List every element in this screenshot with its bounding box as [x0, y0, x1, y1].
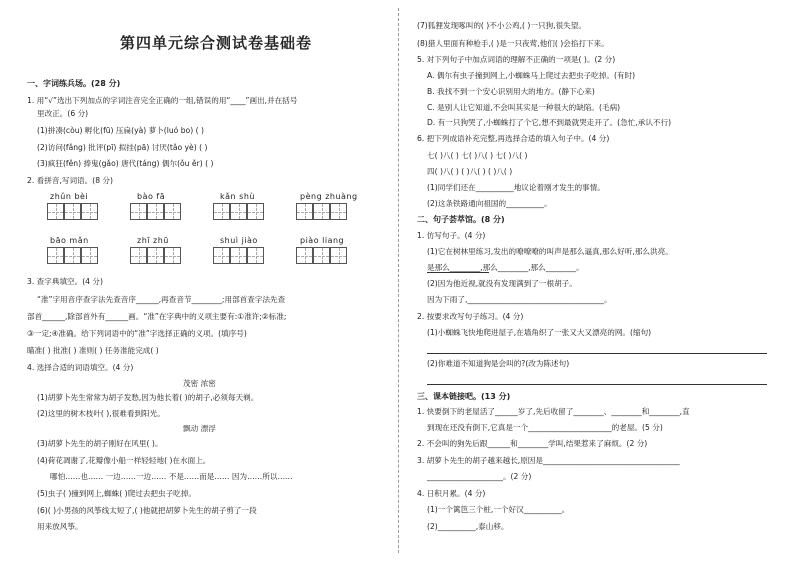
writing-grid[interactable] [247, 247, 264, 264]
q7-line-3: (2)因为他近视,就没有发现满到了一根胡子。 [427, 279, 577, 288]
section-3-heading: 三、课本链接吧。(13 分) [417, 392, 511, 401]
writing-grid[interactable] [81, 247, 98, 264]
question-10-text: 2. 不会叫的狗先后跟______和________学叫,结果惹来了麻烦。(2 分) [417, 439, 648, 448]
writing-grid[interactable] [213, 247, 230, 264]
q4-line-1: (1)胡萝卜先生常常为胡子发愁,因为他长着( )的胡子,必须每天剃。 [37, 393, 259, 402]
q5-option-c: C. 是别人让它知道,不会叫其实是一种很大的缺陷。(毛病) [427, 103, 621, 112]
q4-line-5: (5)虫子( )撞到网上,蜘蛛( )爬过去把虫子吃掉。 [37, 489, 196, 498]
q8-line-1: (1)小蜘蛛飞快地爬进屋子,在墙角织了一张又大又漂亮的网。(缩句) [427, 328, 652, 337]
pinyin-6: zhī zhū [137, 236, 169, 245]
q5-option-b: B. 我找不到一个安心识别用大的地方。(静下心来) [427, 87, 595, 96]
writing-grid[interactable] [296, 247, 313, 264]
q6-row-1: 七( )八( ) 七( )八( ) 七( )八( ) [427, 151, 528, 160]
q4-conjunctions: 哪怕……也…… 一边……一边…… 不是……而是…… 因为……所以…… [50, 472, 293, 481]
answer-line[interactable] [427, 353, 767, 354]
q3-line-4: 瞄准( ) 批准( ) 准则( ) 任务准能完成( ) [27, 346, 159, 355]
pinyin-8: piào liang [300, 236, 345, 245]
q12-line-2: (2)__________,泰山移。 [427, 522, 509, 531]
writing-grid[interactable] [296, 203, 313, 220]
pinyin-1: zhǔn bèi [50, 192, 89, 201]
writing-grid[interactable] [64, 247, 81, 264]
writing-grid[interactable] [230, 203, 247, 220]
question-11-text: 3. 胡萝卜先生的胡子越来越长,原因是____________________________________ [417, 456, 680, 465]
pinyin-4: pèng zhuàng [300, 192, 358, 201]
word-pair-2: 飘动 漂浮 [183, 424, 216, 433]
question-5-text: 5. 对下列句子中加点词语的理解不正确的一项是( )。(2 分) [417, 55, 616, 64]
pinyin-5: bāo mǎn [50, 236, 89, 245]
q6-row-2: 四( )八( ) ( )八( ) ( )八( ) [427, 167, 513, 176]
question-9-text: 1. 快要倒下的老屋活了______岁了,先后收留了________、________和________,直 [417, 407, 690, 416]
answer-line[interactable] [427, 272, 489, 273]
writing-grid[interactable] [130, 203, 147, 220]
q7-line-1: (1)它在树林里练习,发出的嘹嘹嘹的叫声是那么逼真,那么好听,那么洪亮。 [427, 247, 673, 256]
r-top-line-1: (7)狐狸发现啄叫的( )不小公鸡,( )一只狗,很失望。 [417, 21, 586, 30]
question-8-text: 2. 按要求改写句子练习。(4 分) [417, 312, 524, 321]
writing-grid[interactable] [330, 203, 347, 220]
q1-row-3: (3)疯狂(fěn) 捧鬼(gǎo) 唐代(táng) 偶尔(ǒu ěr) ( ) [37, 159, 214, 168]
section-1-heading: 一、字词练兵场。(28 分) [27, 79, 121, 88]
q3-line-2: 部首______,除部首外有______画。“准”在字典中的义项主要有:①准许;②标准; [27, 312, 287, 321]
q6-line-2: (2)这条铁路通向祖国的__________。 [427, 199, 552, 208]
question-6-text: 6. 把下列成语补充完整,再选择合适的填入句子中。(4 分) [417, 134, 610, 143]
page-title: 第四单元综合测试卷基础卷 [120, 34, 313, 52]
question-3-text: 3. 查字典填空。(4 分) [27, 277, 103, 286]
answer-line[interactable] [427, 384, 767, 385]
writing-grid[interactable] [147, 247, 164, 264]
writing-grid[interactable] [47, 203, 64, 220]
q1-row-2: (2)访问(fǎng) 批评(pī) 拟挂(pā) 讨厌(tǎo yè) ( ) [37, 143, 208, 152]
q8-line-2: (2)你难道不知道狗是会叫的?(改为陈述句) [427, 359, 570, 368]
question-12-text: 4. 日积月累。(4 分) [417, 489, 486, 498]
writing-grid[interactable] [247, 203, 264, 220]
q5-option-d: D. 有一只狗哭了,小蜘蛛打了个它,想不到最就哭走开了。(急忙,承认不行) [427, 118, 672, 127]
writing-grid[interactable] [164, 203, 181, 220]
writing-grid[interactable] [313, 203, 330, 220]
writing-grid[interactable] [213, 203, 230, 220]
writing-grid[interactable] [47, 247, 64, 264]
pinyin-7: shuì jiào [220, 236, 258, 245]
right-column [397, 0, 794, 561]
q5-option-a: A. 偶尔有虫子撞到网上,小蜘蛛马上爬过去把虫子吃掉。(有时) [427, 71, 636, 80]
q6-line-1: (1)同学们还在__________地议论着刚才发生的事情。 [427, 183, 605, 192]
writing-grid[interactable] [164, 247, 181, 264]
q4-line-2: (2)这里的树木枝叶( ),很难看到阳光。 [37, 409, 165, 418]
writing-grid[interactable] [313, 247, 330, 264]
question-9-text-cont: 到现在还没有倒下,它真是一个______________________的老屋。(5 分) [427, 423, 663, 432]
word-pair-1: 茂密 浓密 [183, 379, 216, 388]
q4-line-4: (4)荷花凋谢了,花瓣像小船一样轻轻地( )在水面上。 [37, 456, 211, 465]
q7-line-2: 是那么________,那么________,那么________。 [427, 263, 584, 272]
q7-line-4: 因为下雨了,____________________________________。 [427, 295, 612, 304]
question-7-text: 1. 仿写句子。(4 分) [417, 231, 486, 240]
pinyin-3: kǎn shù [220, 192, 255, 201]
writing-grid[interactable] [330, 247, 347, 264]
question-1-text: 1. 用“√”选出下列加点的字词注音完全正确的一组,错误的用“____”画出,并在括号 [27, 96, 298, 105]
question-2-text: 2. 看拼音,写词语。(8 分) [27, 176, 113, 185]
writing-grid[interactable] [147, 203, 164, 220]
q3-line-3: ③一定;④准确。给下列词语中的“准”字选择正确的义项。(填序号) [27, 329, 247, 338]
writing-grid[interactable] [130, 247, 147, 264]
q4-line-7: 用来放风筝。 [37, 522, 83, 531]
q4-line-6: (6)( )小男孩的风筝线太短了,( )他就把胡萝卜先生的胡子剪了一段 [37, 506, 257, 515]
q3-line-1: “准”字用音序查字法先查音序______,再查音节________;用部首查字法先查 [37, 295, 286, 304]
writing-grid[interactable] [64, 203, 81, 220]
r-top-line-2: (8)猎人里面有种枪手,( )是一只夜莺,他们( )会掐打下来。 [417, 39, 609, 48]
question-1-text-cont: 里改正。(6 分) [37, 109, 89, 118]
q12-line-1: (1)一个篱笆三个桩,一个好汉__________。 [427, 505, 570, 514]
question-11-text-cont: ____________________。(2 分) [427, 472, 532, 481]
section-2-heading: 二、句子荟萃馆。(8 分) [417, 215, 505, 224]
pinyin-2: bào fā [137, 192, 166, 201]
writing-grid[interactable] [81, 203, 98, 220]
question-4-text: 4. 选择合适的词语填空。(4 分) [27, 363, 134, 372]
q1-row-1: (1)拼凑(còu) 孵化(fū) 压扁(yà) 萝卜(luó bo) ( ) [37, 126, 204, 135]
q4-line-3: (3)胡萝卜先生的胡子刚好在风里( )。 [37, 439, 163, 448]
writing-grid[interactable] [230, 247, 247, 264]
